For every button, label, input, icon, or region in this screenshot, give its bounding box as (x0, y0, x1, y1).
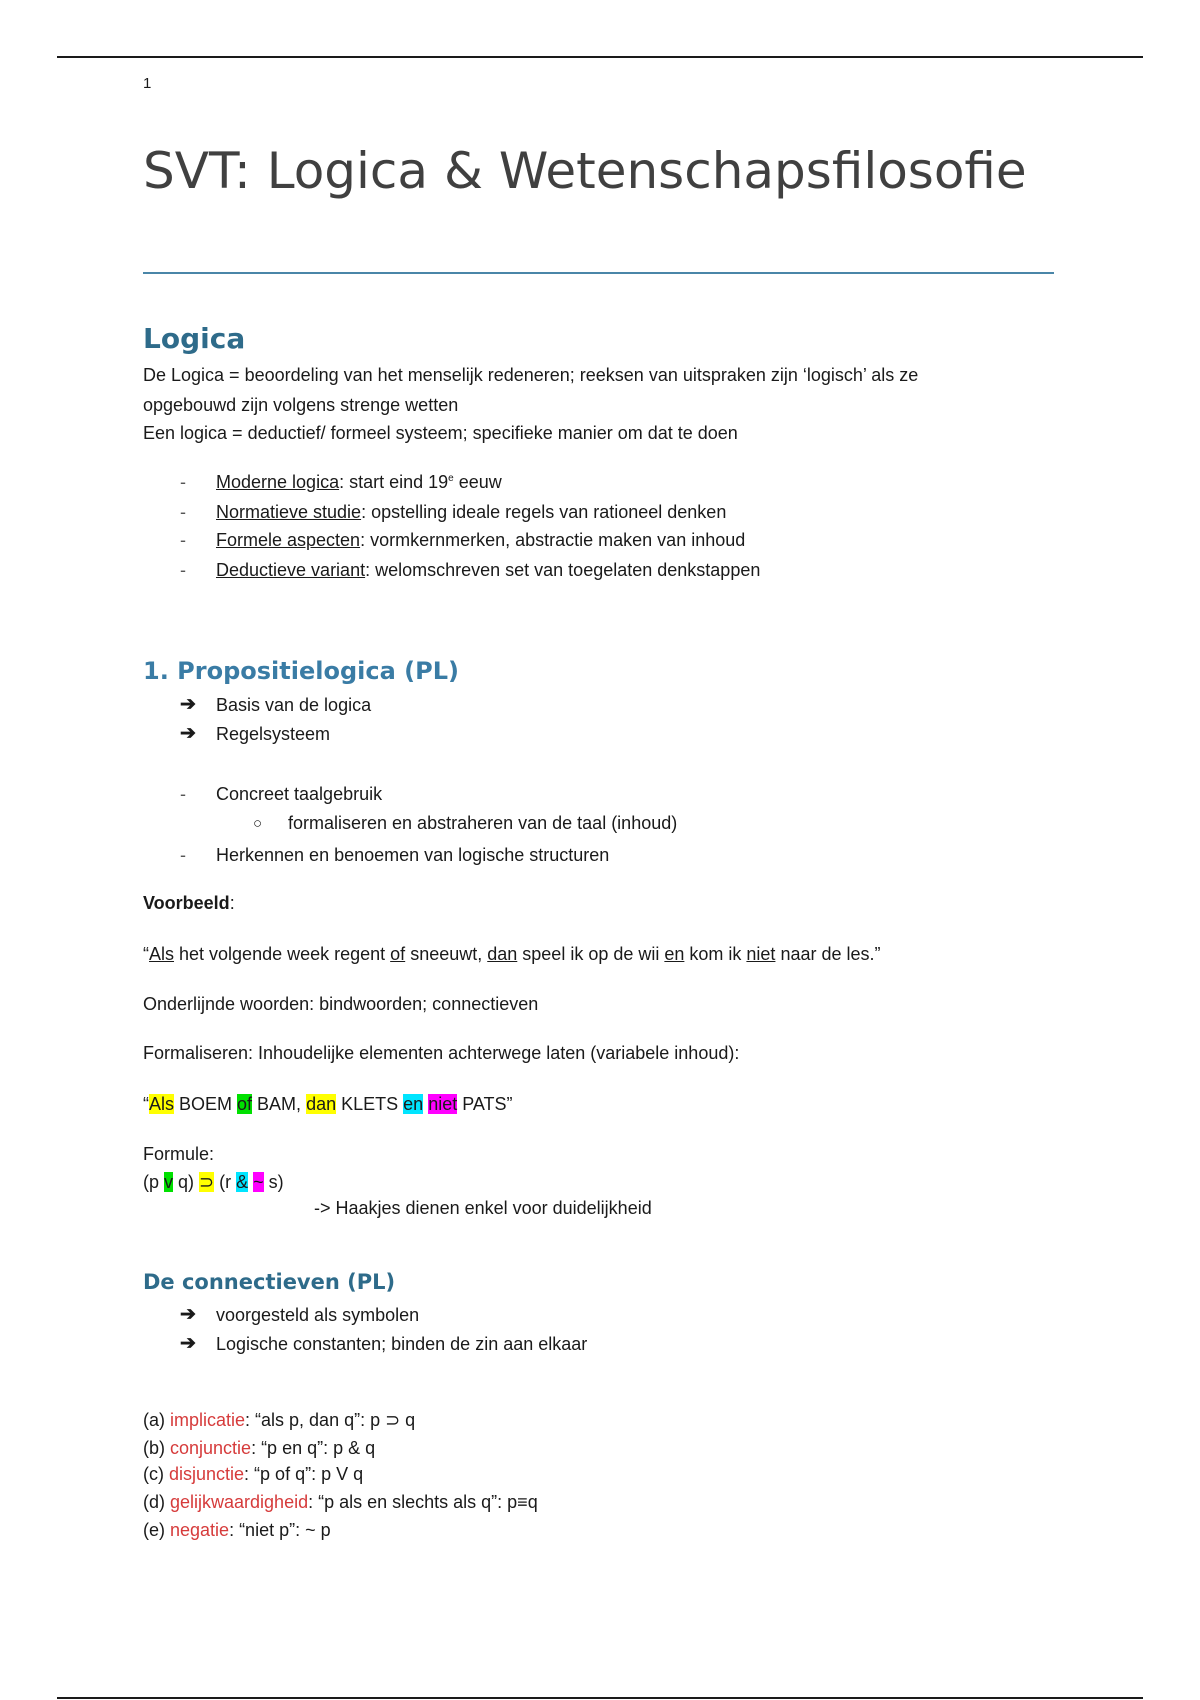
haakjes-note: -> Haakjes dienen enkel voor duidelijkheid (314, 1198, 652, 1218)
pl-arrow-item: Basis van de logica (216, 695, 372, 715)
formalized-sentence: “Als BOEM of BAM, dan KLETS en niet PATS” (143, 1094, 513, 1114)
bullet-dash: - (180, 560, 186, 580)
circle-bullet-icon: ○ (253, 815, 263, 832)
bullet-dash: - (180, 530, 186, 550)
bullet-deductieve-variant: Deductieve variant: welomschreven set van toegelaten denkstappen (216, 560, 761, 580)
logica-line3: Een logica = deductief/ formeel systeem; specifieke manier om dat te doen (143, 423, 738, 443)
pl-dash-item: Concreet taalgebruik (216, 784, 383, 804)
arrow-icon: ➔ (180, 694, 196, 715)
conn-arrow-item: Logische constanten; binden de zin aan elkaar (216, 1334, 588, 1354)
formule-label: Formule: (143, 1144, 215, 1164)
bottom-rule (57, 1697, 1143, 1699)
bullet-normatieve-studie: Normatieve studie: opstelling ideale regels van rationeel denken (216, 502, 727, 522)
conn-arrow-item: voorgesteld als symbolen (216, 1305, 420, 1325)
logica-heading: Logica (143, 322, 246, 355)
connectief-negatie: (e) negatie: “niet p”: ~ p (143, 1520, 331, 1540)
bullet-moderne-logica: Moderne logica: start eind 19e eeuw (216, 472, 502, 492)
connectief-implicatie: (a) implicatie: “als p, dan q”: p ⊃ q (143, 1410, 416, 1430)
pl-heading: 1. Propositielogica (PL) (143, 657, 459, 685)
connectief-disjunctie: (c) disjunctie: “p of q”: p V q (143, 1464, 364, 1484)
top-rule (57, 56, 1143, 58)
connectieven-heading: De connectieven (PL) (143, 1270, 396, 1294)
arrow-icon: ➔ (180, 1333, 196, 1354)
bullet-dash: - (180, 784, 186, 804)
page-title: SVT: Logica & Wetenschapsfilosofie (143, 142, 1027, 200)
bullet-formele-aspecten: Formele aspecten: vormkernmerken, abstractie maken van inhoud (216, 530, 746, 550)
pl-sub-item: formaliseren en abstraheren van de taal (inhoud) (288, 813, 678, 833)
example-sentence: “Als het volgende week regent of sneeuwt, dan speel ik op de wii en kom ik niet naar de les.” (143, 944, 881, 964)
logica-line1: De Logica = beoordeling van het menselijk redeneren; reeksen van uitspraken zijn ‘logisch’ als ze (143, 365, 919, 385)
logica-line2: opgebouwd zijn volgens strenge wetten (143, 395, 459, 415)
voorbeeld-label: Voorbeeld: (143, 893, 235, 913)
page-number: 1 (143, 75, 152, 92)
bullet-dash: - (180, 845, 186, 865)
formula: (p v q) ⊃ (r & ~ s) (143, 1172, 284, 1192)
formaliseren-text: Formaliseren: Inhoudelijke elementen achterwege laten (variabele inhoud): (143, 1043, 740, 1063)
onderlijnde-text: Onderlijnde woorden: bindwoorden; connectieven (143, 994, 539, 1014)
arrow-icon: ➔ (180, 1304, 196, 1325)
connectief-conjunctie: (b) conjunctie: “p en q”: p & q (143, 1438, 376, 1458)
pl-dash-item: Herkennen en benoemen van logische structuren (216, 845, 610, 865)
pl-arrow-item: Regelsysteem (216, 724, 331, 744)
connectief-gelijkwaardigheid: (d) gelijkwaardigheid: “p als en slechts als q”: p≡q (143, 1492, 538, 1512)
title-underline (143, 272, 1054, 274)
arrow-icon: ➔ (180, 723, 196, 744)
bullet-dash: - (180, 472, 186, 492)
bullet-dash: - (180, 502, 186, 522)
